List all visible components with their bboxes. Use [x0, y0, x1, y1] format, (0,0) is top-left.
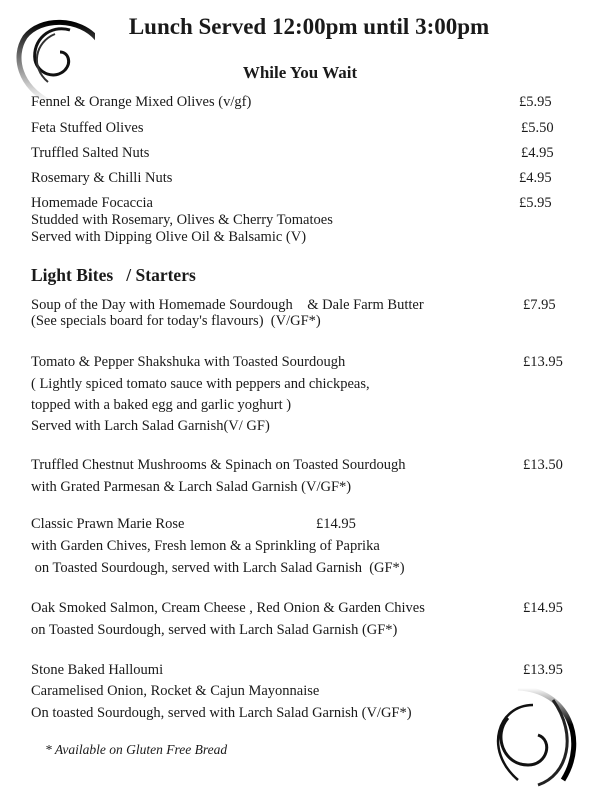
section-heading-while-you-wait: While You Wait — [242, 63, 358, 82]
item-price: £5.95 — [519, 94, 552, 110]
item-price: £13.95 — [523, 662, 563, 678]
item-price: £13.50 — [523, 457, 563, 473]
page-title: Lunch Served 12:00pm until 3:00pm — [128, 14, 490, 39]
item-desc: On toasted Sourdough, served with Larch Salad Garnish (V/GF*) — [31, 705, 412, 721]
item-desc: on Toasted Sourdough, served with Larch Salad Garnish (GF*) — [31, 622, 398, 638]
item-name: Tomato & Pepper Shakshuka with Toasted Sourdough — [31, 354, 346, 370]
item-name: Truffled Chestnut Mushrooms & Spinach on Toasted Sourdough — [31, 457, 406, 473]
item-name: Homemade Focaccia — [31, 195, 153, 211]
item-price: £4.95 — [519, 170, 552, 186]
item-price: £14.95 — [523, 600, 563, 616]
item-name: Soup of the Day with Homemade Sourdough & Dale Farm Butter — [31, 297, 424, 313]
item-price: £13.95 — [523, 354, 563, 370]
item-desc: with Grated Parmesan & Larch Salad Garnish (V/GF*) — [31, 479, 352, 495]
item-desc: (See specials board for today's flavours) (V/GF*) — [31, 313, 321, 329]
item-price: £4.95 — [521, 145, 554, 161]
item-desc: ( Lightly spiced tomato sauce with peppers and chickpeas, — [31, 376, 370, 392]
section-heading-starters: Light Bites / Starters — [31, 265, 196, 285]
item-desc: Caramelised Onion, Rocket & Cajun Mayonnaise — [31, 683, 320, 699]
item-desc: Served with Dipping Olive Oil & Balsamic (V) — [31, 229, 307, 245]
swirl-ornament-bottom-right — [478, 680, 590, 792]
item-price: £14.95 — [316, 516, 356, 532]
footnote: * Available on Gluten Free Bread — [45, 742, 228, 757]
item-desc: Studded with Rosemary, Olives & Cherry Tomatoes — [31, 212, 333, 228]
item-price: £5.50 — [521, 120, 554, 136]
item-desc: with Garden Chives, Fresh lemon & a Sprinkling of Paprika — [31, 538, 380, 554]
item-price: £5.95 — [519, 195, 552, 211]
item-desc: on Toasted Sourdough, served with Larch Salad Garnish (GF*) — [31, 560, 405, 576]
item-price: £7.95 — [523, 297, 556, 313]
item-name: Rosemary & Chilli Nuts — [31, 170, 173, 186]
item-name: Stone Baked Halloumi — [31, 662, 164, 678]
item-desc: Served with Larch Salad Garnish(V/ GF) — [31, 418, 270, 434]
item-name: Fennel & Orange Mixed Olives (v/gf) — [31, 94, 252, 110]
item-desc: topped with a baked egg and garlic yoghurt ) — [31, 397, 292, 413]
item-name: Classic Prawn Marie Rose — [31, 516, 185, 532]
item-name: Oak Smoked Salmon, Cream Cheese , Red Onion & Garden Chives — [31, 600, 425, 616]
item-name: Feta Stuffed Olives — [31, 120, 144, 136]
item-name: Truffled Salted Nuts — [31, 145, 150, 161]
